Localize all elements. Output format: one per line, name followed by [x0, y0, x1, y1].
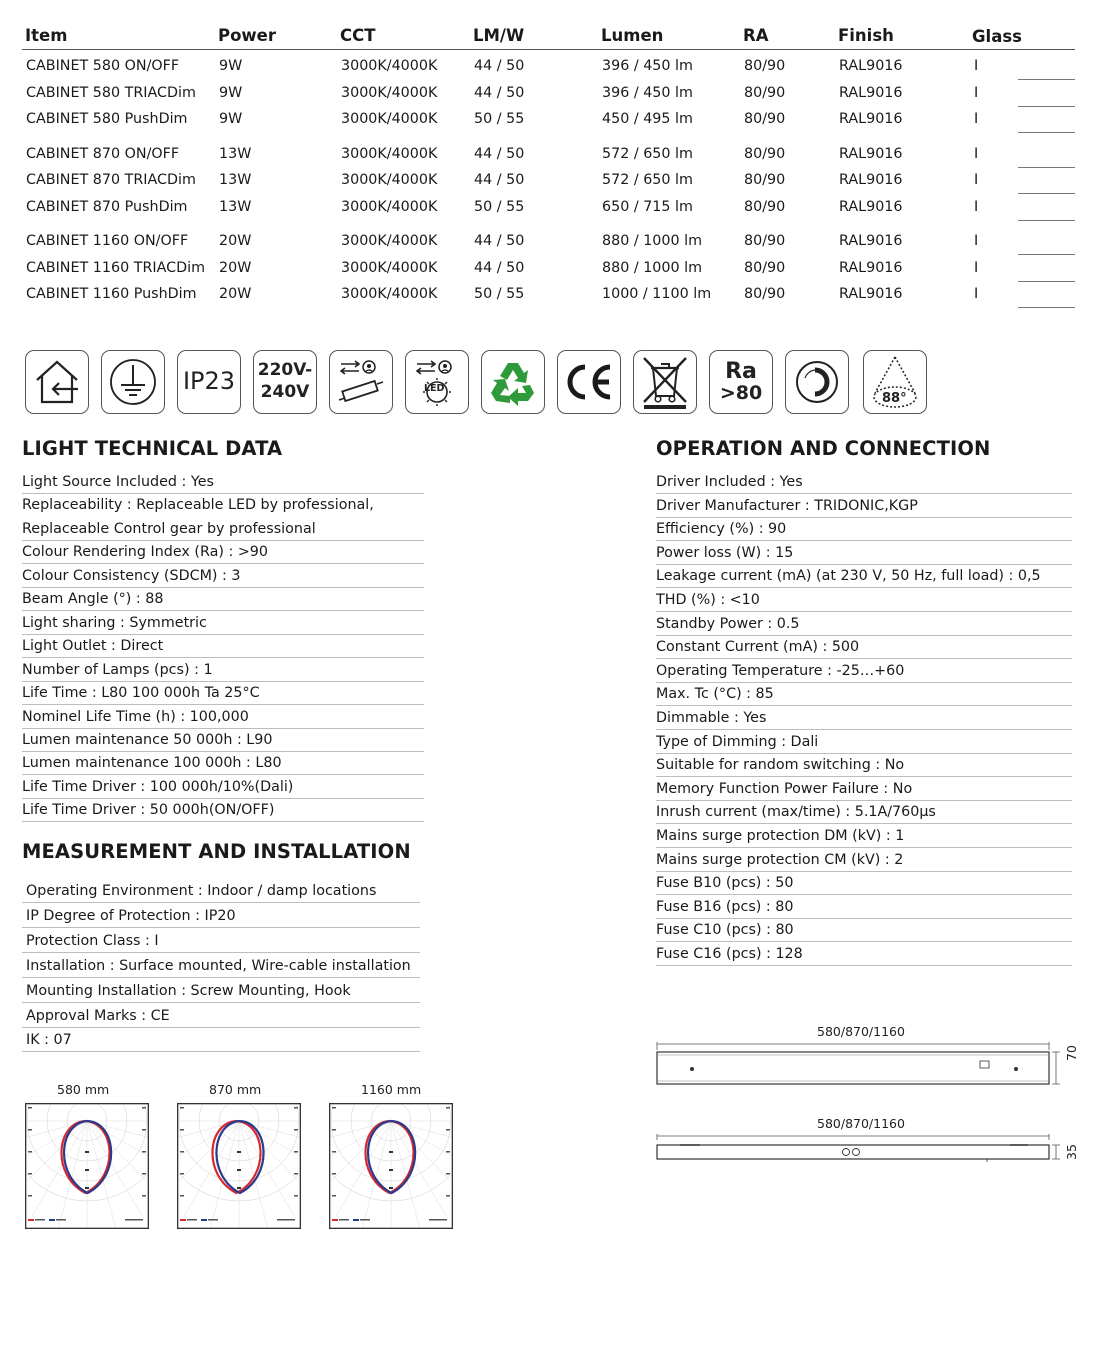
spec-row: Lumen maintenance 100 000h : L80	[22, 755, 282, 772]
header-finish: Finish	[838, 26, 894, 45]
row-divider	[22, 927, 420, 928]
cell-cct: 3000K/4000K	[341, 84, 438, 101]
protective-earth-icon	[101, 350, 165, 414]
cell-cct: 3000K/4000K	[341, 286, 438, 302]
spec-row: Life Time : L80 100 000h Ta 25°C	[22, 685, 260, 702]
cell-ra: 80/90	[744, 58, 786, 74]
top-length-label: 580/870/1160	[817, 1024, 905, 1039]
led-label: LED	[424, 383, 445, 394]
row-divider	[22, 610, 424, 611]
cell-lmw: 50 / 55	[474, 111, 525, 127]
cell-ra: 80/90	[744, 259, 786, 276]
spec-row: Protection Class : I	[26, 932, 159, 949]
cell-item: CABINET 870 TRIACDim	[26, 172, 196, 188]
cell-glass: I	[974, 58, 979, 74]
spec-row: Lumen maintenance 50 000h : L90	[22, 731, 273, 748]
cell-power: 9W	[219, 111, 243, 127]
cell-lmw: 44 / 50	[474, 84, 525, 101]
header-power: Power	[218, 26, 276, 45]
cell-lmw: 44 / 50	[474, 145, 525, 162]
cell-lumen: 880 / 1000 lm	[602, 259, 703, 276]
row-divider	[656, 894, 1072, 895]
product-table	[22, 22, 1075, 308]
spec-row: Light sharing : Symmetric	[22, 614, 207, 631]
spec-row: Replaceability : Replaceable LED by professional,	[22, 497, 374, 514]
spec-row: Colour Consistency (SDCM) : 3	[22, 567, 241, 584]
header-item: Item	[25, 26, 68, 45]
cell-finish: RAL9016	[839, 58, 903, 74]
row-divider	[656, 705, 1072, 706]
cell-cct: 3000K/4000K	[341, 259, 438, 276]
cell-cct: 3000K/4000K	[341, 198, 438, 215]
spec-row: Approval Marks : CE	[26, 1007, 170, 1024]
recycle-icon	[481, 350, 545, 414]
table-row	[22, 194, 1075, 221]
row-divider	[22, 774, 424, 775]
cell-ra: 80/90	[744, 111, 786, 127]
row-divider	[656, 965, 1072, 966]
row-divider	[656, 823, 1072, 824]
cell-glass: I	[974, 84, 979, 101]
spec-row: Fuse C16 (pcs) : 128	[656, 946, 803, 962]
row-divider	[656, 635, 1072, 636]
ra-bottom-label: >80	[719, 381, 763, 404]
row-divider	[656, 847, 1072, 848]
beam-angle-label: 88°	[882, 391, 907, 406]
spec-row: Max. Tc (°C) : 85	[656, 686, 774, 703]
row-divider	[656, 800, 1072, 801]
ra-top-label: Ra	[725, 359, 757, 385]
spec-row: Mains surge protection CM (kV) : 2	[656, 851, 904, 868]
spec-row: IP Degree of Protection : IP20	[26, 907, 236, 924]
glass-blank-line	[1018, 307, 1075, 308]
cell-lumen: 396 / 450 lm	[602, 84, 693, 101]
voltage-top-label: 220V-	[257, 360, 313, 381]
dimmable-icon	[785, 350, 849, 414]
row-divider	[22, 681, 424, 682]
row-divider	[656, 493, 1072, 494]
row-divider	[22, 728, 424, 729]
spec-row: Efficiency (%) : 90	[656, 521, 787, 538]
voltage-icon	[253, 350, 317, 414]
polar-diagram-label: 580 mm	[57, 1082, 110, 1097]
cell-item: CABINET 1160 ON/OFF	[26, 233, 189, 249]
row-divider	[22, 1051, 420, 1052]
spec-row: Suitable for random switching : No	[656, 757, 905, 774]
beam-angle-icon	[863, 350, 927, 414]
spec-row: Inrush current (max/time) : 5.1A/760μs	[656, 804, 936, 821]
header-glass: Glass	[972, 27, 1022, 46]
row-divider	[656, 729, 1072, 730]
cell-lumen: 1000 / 1100 lm	[602, 286, 712, 302]
light-technical-title: LIGHT TECHNICAL DATA	[22, 437, 283, 460]
cell-cct: 3000K/4000K	[341, 172, 438, 188]
cell-finish: RAL9016	[839, 198, 903, 215]
indoor-use-icon	[25, 350, 89, 414]
operation-title: OPERATION AND CONNECTION	[656, 437, 991, 460]
row-divider	[22, 540, 424, 541]
cell-lmw: 50 / 55	[474, 198, 525, 215]
row-divider	[22, 751, 424, 752]
weee-bin-icon	[633, 350, 697, 414]
cell-ra: 80/90	[744, 84, 786, 101]
cell-item: CABINET 580 ON/OFF	[26, 58, 180, 74]
spec-row: Life Time Driver : 100 000h/10%(Dali)	[22, 778, 294, 795]
cell-finish: RAL9016	[839, 233, 903, 249]
header-lmw: LM/W	[473, 26, 525, 45]
cell-lumen: 572 / 650 lm	[602, 145, 693, 162]
cell-item: CABINET 1160 PushDim	[26, 286, 197, 302]
spec-row: Type of Dimming : Dali	[656, 733, 819, 750]
side-view-drawing	[650, 1128, 1090, 1168]
row-divider	[656, 658, 1072, 659]
glass-blank-line	[1018, 132, 1075, 133]
spec-row: Leakage current (mA) (at 230 V, 50 Hz, full load) : 0,5	[656, 568, 1041, 585]
row-divider	[656, 587, 1072, 588]
table-row	[22, 141, 1075, 168]
table-row	[22, 106, 1075, 133]
row-divider	[656, 682, 1072, 683]
spec-row: Memory Function Power Failure : No	[656, 780, 913, 797]
cell-ra: 80/90	[744, 198, 786, 215]
spec-row: Fuse C10 (pcs) : 80	[656, 922, 794, 939]
cell-power: 9W	[219, 84, 243, 101]
ra-index-icon	[709, 350, 773, 414]
cell-ra: 80/90	[744, 233, 786, 249]
row-divider	[656, 611, 1072, 612]
cell-glass: I	[974, 259, 979, 276]
cell-lmw: 44 / 50	[474, 172, 525, 188]
cell-glass: I	[974, 145, 979, 162]
row-divider	[22, 657, 424, 658]
polar-diagram-label: 1160 mm	[361, 1082, 422, 1097]
cell-power: 9W	[219, 58, 243, 74]
cell-finish: RAL9016	[839, 259, 903, 276]
header-lumen: Lumen	[601, 26, 664, 45]
spec-row: Driver Included : Yes	[656, 474, 803, 490]
cell-lumen: 880 / 1000 lm	[602, 233, 703, 249]
cell-power: 13W	[219, 198, 252, 215]
table-row	[22, 281, 1075, 308]
measurement-title: MEASUREMENT AND INSTALLATION	[22, 840, 411, 863]
row-divider	[22, 563, 424, 564]
row-divider	[22, 977, 420, 978]
spec-row: Standby Power : 0.5	[656, 615, 800, 632]
spec-row: Nominel Life Time (h) : 100,000	[22, 708, 249, 725]
table-row	[22, 228, 1075, 255]
spec-row: Number of Lamps (pcs) : 1	[22, 661, 213, 678]
row-divider	[22, 493, 424, 494]
row-divider	[22, 798, 424, 799]
cell-power: 13W	[219, 145, 252, 162]
spec-row: Light Source Included : Yes	[22, 474, 214, 490]
spec-row: Colour Rendering Index (Ra) : >90	[22, 544, 268, 561]
spec-row: Driver Manufacturer : TRIDONIC,KGP	[656, 497, 918, 514]
polar-diagram	[177, 1103, 301, 1229]
ip-rating-icon	[177, 350, 241, 414]
table-header	[22, 22, 1075, 50]
row-divider	[656, 918, 1072, 919]
spec-row: Constant Current (mA) : 500	[656, 639, 860, 656]
spec-row: Installation : Surface mounted, Wire-cable installation	[26, 957, 411, 974]
table-row	[22, 80, 1075, 107]
row-divider	[656, 871, 1072, 872]
voltage-bottom-label: 240V	[260, 382, 310, 402]
header-cct: CCT	[340, 26, 376, 45]
spec-row: Life Time Driver : 50 000h(ON/OFF)	[22, 802, 275, 819]
cell-ra: 80/90	[744, 286, 786, 302]
row-divider	[656, 564, 1072, 565]
row-divider	[22, 587, 424, 588]
cell-glass: I	[974, 286, 979, 302]
row-divider	[22, 1027, 420, 1028]
top-view-drawing	[650, 1036, 1090, 1094]
cell-cct: 3000K/4000K	[341, 111, 438, 127]
row-divider	[22, 902, 420, 903]
row-divider	[656, 941, 1072, 942]
cell-finish: RAL9016	[839, 145, 903, 162]
header-ra: RA	[743, 26, 769, 45]
spec-row: THD (%) : <10	[656, 592, 760, 608]
row-divider	[656, 753, 1072, 754]
cell-lmw: 50 / 55	[474, 286, 525, 302]
cell-lmw: 44 / 50	[474, 259, 525, 276]
row-divider	[656, 540, 1072, 541]
row-divider	[22, 704, 424, 705]
spec-row: Light Outlet : Direct	[22, 638, 164, 655]
row-divider	[22, 952, 420, 953]
cell-cct: 3000K/4000K	[341, 233, 438, 249]
cell-finish: RAL9016	[839, 172, 903, 188]
cell-glass: I	[974, 172, 979, 188]
replaceable-led-icon	[405, 350, 469, 414]
cell-glass: I	[974, 111, 979, 127]
spec-row: Fuse B16 (pcs) : 80	[656, 898, 794, 915]
cell-lumen: 450 / 495 lm	[602, 111, 693, 127]
side-length-label: 580/870/1160	[817, 1116, 905, 1131]
cell-lumen: 396 / 450 lm	[602, 58, 693, 74]
polar-diagram	[25, 1103, 149, 1229]
row-divider	[22, 1002, 420, 1003]
cell-item: CABINET 870 PushDim	[26, 198, 188, 215]
cell-power: 20W	[219, 259, 252, 276]
spec-row: Beam Angle (°) : 88	[22, 591, 164, 608]
cell-finish: RAL9016	[839, 84, 903, 101]
cell-ra: 80/90	[744, 172, 786, 188]
cell-power: 20W	[219, 233, 252, 249]
cell-glass: I	[974, 233, 979, 249]
cell-finish: RAL9016	[839, 111, 903, 127]
cell-item: CABINET 580 PushDim	[26, 111, 188, 127]
spec-row: Dimmable : Yes	[656, 710, 767, 726]
table-row	[22, 53, 1075, 80]
cell-cct: 3000K/4000K	[341, 145, 438, 162]
table-row	[22, 167, 1075, 194]
ce-mark-icon	[557, 350, 621, 414]
cell-item: CABINET 580 TRIACDim	[26, 84, 196, 101]
cell-power: 13W	[219, 172, 252, 188]
cell-power: 20W	[219, 286, 252, 302]
polar-diagram-label: 870 mm	[209, 1082, 262, 1097]
cell-finish: RAL9016	[839, 286, 903, 302]
ip-rating-label: IP23	[182, 367, 236, 396]
cell-lumen: 650 / 715 lm	[602, 198, 693, 215]
polar-diagram	[329, 1103, 453, 1229]
glass-blank-line	[1018, 220, 1075, 221]
spec-row: Mounting Installation : Screw Mounting, Hook	[26, 982, 351, 999]
spec-row: Operating Environment : Indoor / damp locations	[26, 883, 377, 899]
spec-row: Operating Temperature : -25…+60	[656, 662, 905, 679]
cell-glass: I	[974, 198, 979, 215]
spec-row: Fuse B10 (pcs) : 50	[656, 875, 794, 892]
cell-lmw: 44 / 50	[474, 233, 525, 249]
cell-item: CABINET 1160 TRIACDim	[26, 259, 206, 276]
spec-row: IK : 07	[26, 1032, 72, 1049]
spec-row: Mains surge protection DM (kV) : 1	[656, 828, 905, 844]
cell-lumen: 572 / 650 lm	[602, 172, 693, 188]
cell-item: CABINET 870 ON/OFF	[26, 145, 180, 162]
row-divider	[22, 634, 424, 635]
side-height-label: 35	[1064, 1144, 1079, 1160]
table-row	[22, 255, 1075, 282]
top-height-label: 70	[1064, 1045, 1079, 1061]
row-divider	[656, 776, 1072, 777]
row-divider	[22, 821, 424, 822]
spec-row: Replaceable Control gear by professional	[22, 520, 316, 537]
row-divider	[656, 517, 1072, 518]
cell-lmw: 44 / 50	[474, 58, 525, 74]
table-body	[22, 53, 1075, 308]
cell-cct: 3000K/4000K	[341, 58, 438, 74]
cell-ra: 80/90	[744, 145, 786, 162]
spec-row: Power loss (W) : 15	[656, 544, 794, 561]
replaceable-driver-icon	[329, 350, 393, 414]
